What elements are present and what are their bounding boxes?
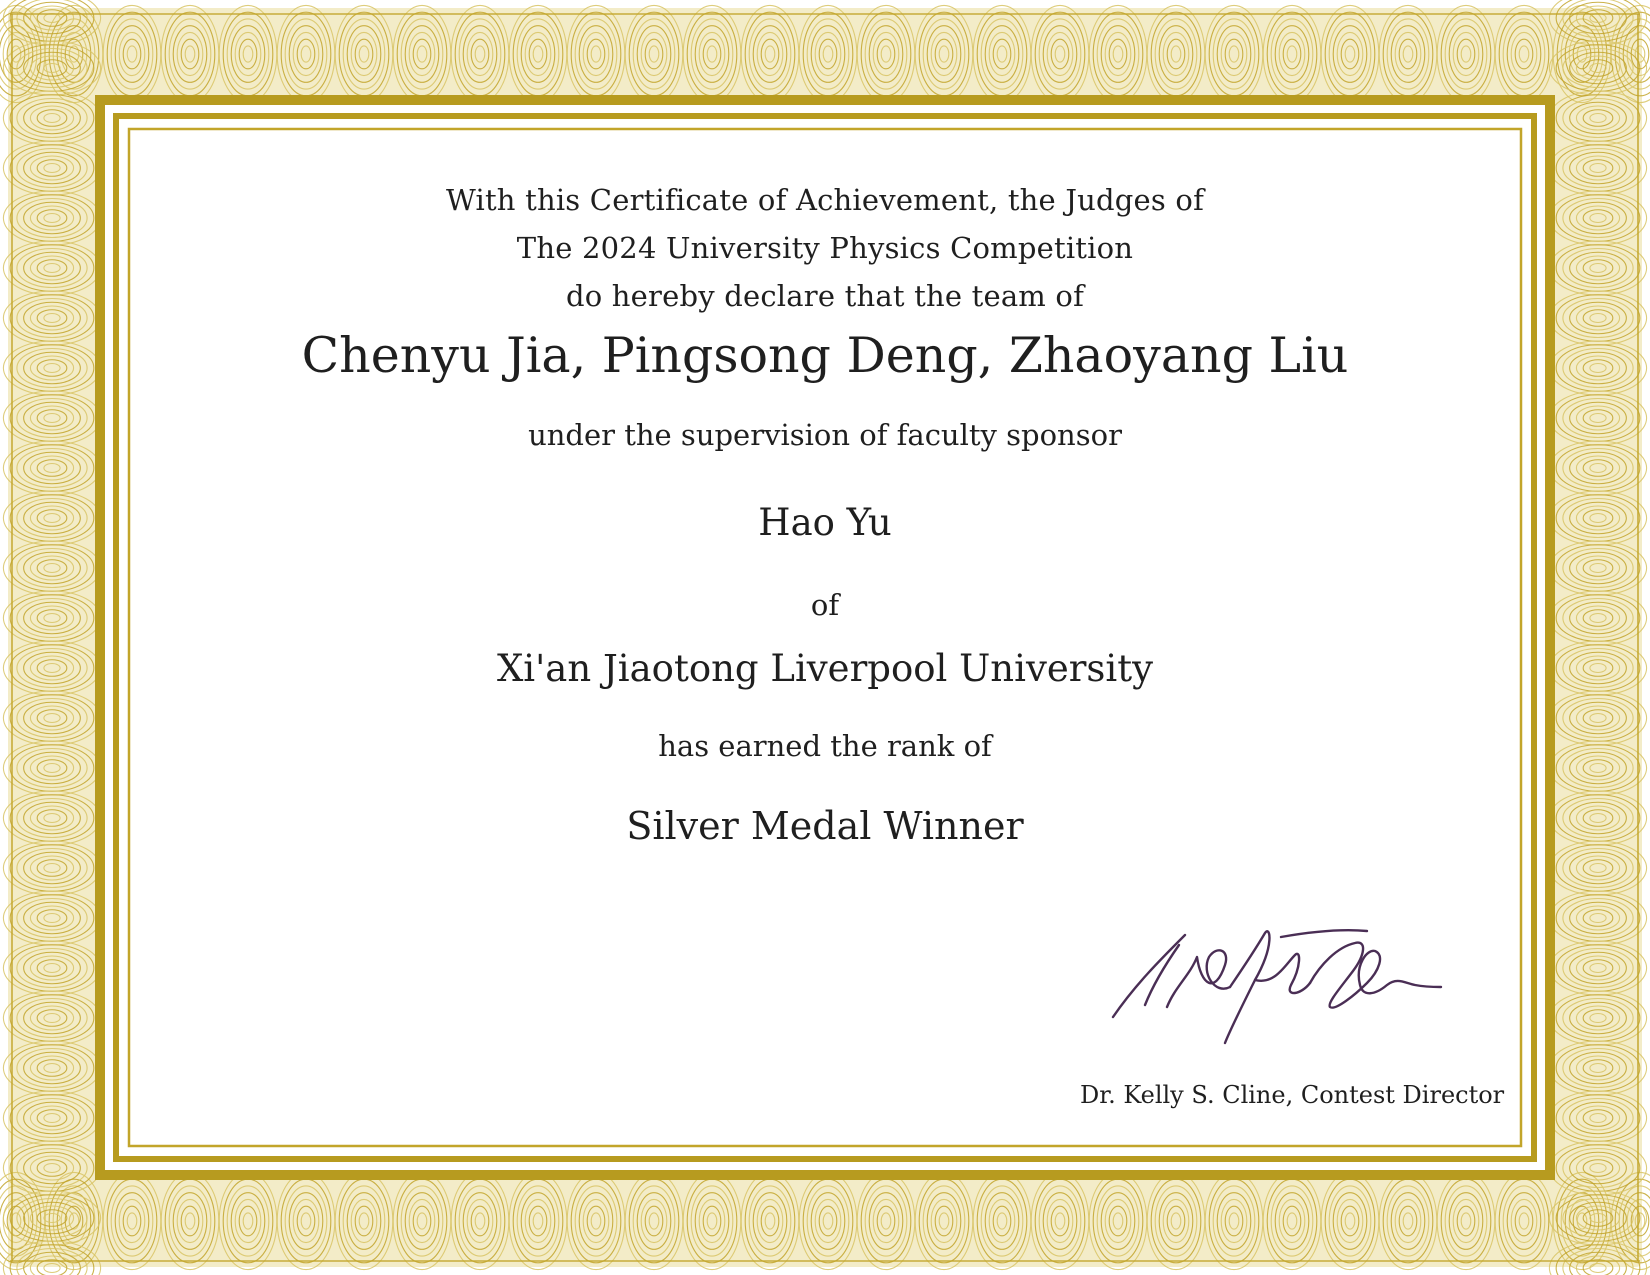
director-signature <box>1105 925 1445 1060</box>
director-caption: Dr. Kelly S. Cline, Contest Director <box>1080 1081 1505 1109</box>
intro-line-2: The 2024 University Physics Competition <box>516 231 1134 265</box>
certificate-intro <box>0 176 1650 320</box>
rank-title: Silver Medal Winner <box>626 804 1024 848</box>
university-name: Xi'an Jiaotong Liverpool University <box>496 647 1154 690</box>
supervision-text: under the supervision of faculty sponsor <box>528 418 1122 452</box>
sponsor-name: Hao Yu <box>758 501 892 544</box>
of-text: of <box>810 588 840 622</box>
team-names: Chenyu Jia, Pingsong Deng, Zhaoyang Liu <box>301 327 1349 384</box>
intro-line-3: do hereby declare that the team of <box>565 279 1085 313</box>
intro-line-1: With this Certificate of Achievement, the Judges of <box>445 183 1205 217</box>
rank-intro: has earned the rank of <box>658 729 992 763</box>
